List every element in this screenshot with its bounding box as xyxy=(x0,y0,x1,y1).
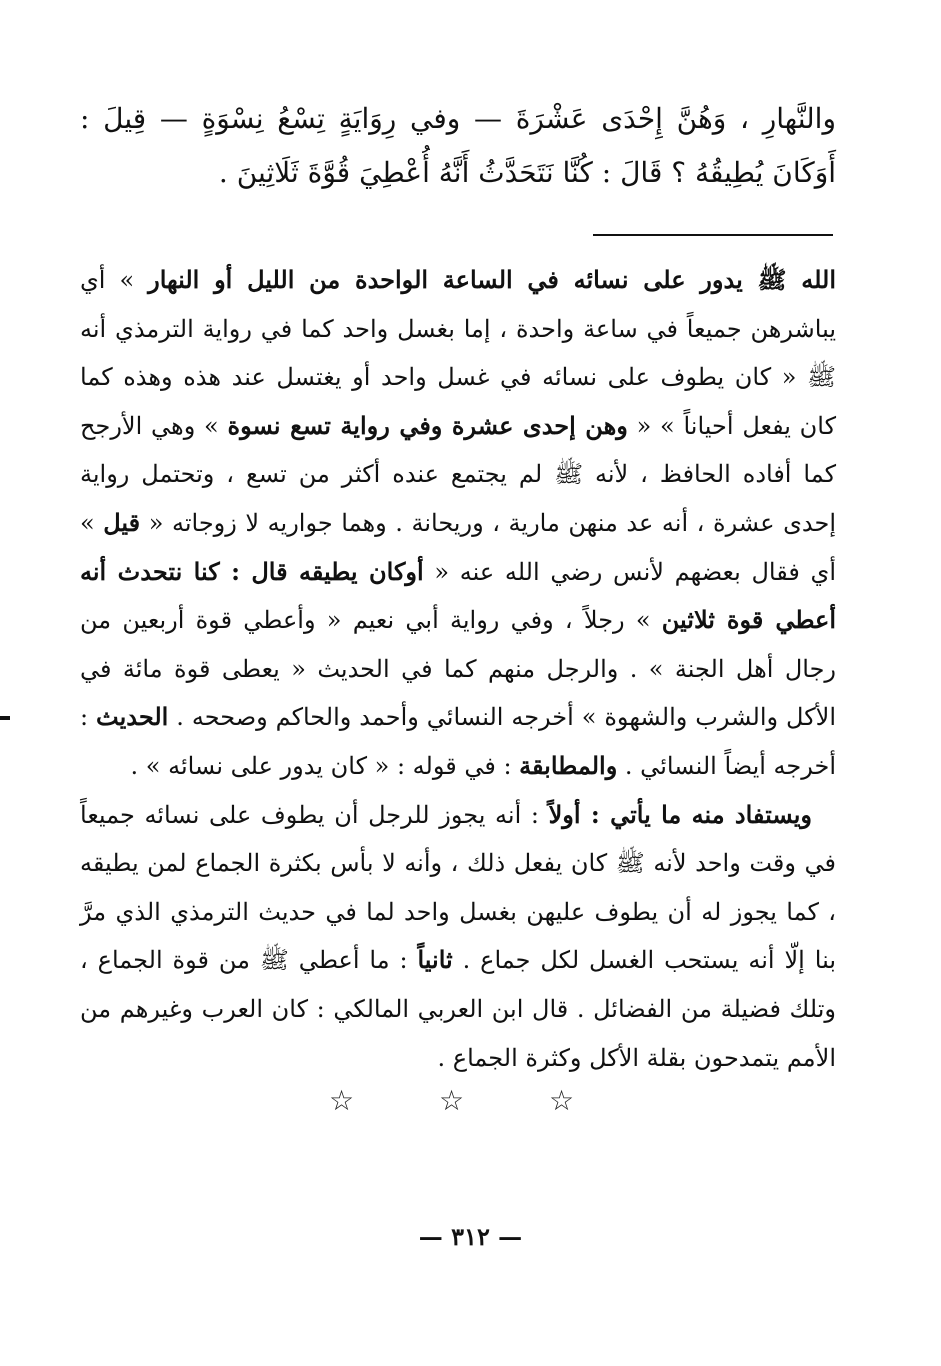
commentary-bold-span: الحديث xyxy=(96,702,169,732)
commentary-span: » أي فقال بعضهم لأنس رضي الله عنه « xyxy=(80,508,836,586)
commentary-span: : أنه يجوز للرجل أن يطوف على نسائه جميعاً في وقت واحد لأنه ﷺ كان يفعل ذلك ، وأنه لا بأس بكثرة الجماع لمن يطيقه ، كما يجوز له أن يطوف عليهن بغسل واحد لما في حديث الترمذي الذي مرَّ بنا إلّا أنه يستحب الغسل لكل جماع . xyxy=(80,800,836,975)
page-number: — ٣١٢ — xyxy=(418,1222,523,1251)
commentary-bold-span: والمطابقة xyxy=(519,750,618,780)
commentary-bold-span: وهن إحدى عشرة وفي رواية تسع نسوة xyxy=(227,410,628,440)
commentary-span: » رجلاً ، وفي رواية أبي نعيم « وأعطي قوة أربعين من رجال أهل الجنة » . والرجل منهم كما في الحديث « يعطى قوة مائة في الأكل والشرب والشهوة » أخرجه النسائي وأحمد والحاكم وصححه . xyxy=(80,606,836,732)
commentary-paragraph-2 xyxy=(80,791,836,1083)
commentary-bold-span: أوكان يطيقه قال : كنا نتحدث أنه أعطي قوة ثلاثين xyxy=(80,556,836,635)
commentary-paragraph-1 xyxy=(80,256,836,791)
commentary-bold-span: ثانياً xyxy=(417,945,453,975)
separator-rule xyxy=(593,234,833,236)
star-ornament: ☆ ☆ ☆ xyxy=(328,1084,613,1117)
hadith-text: والنَّهارِ ، وَهُنَّ إِحْدَى عَشْرَةَ — وفي رِوَايَةٍ تِسْعُ نِسْوَةٍ — قِيلَ : أَوَكَانَ يُطِيقُهُ ؟ قَالَ : كُنَّا نَتَحَدَّثُ أَنَّهُ أُعْطِيَ قُوَّةَ ثَلَاثِينَ . xyxy=(80,102,836,189)
commentary-span: : أخرجه أيضاً النسائي . xyxy=(80,703,836,780)
commentary-span: » وهي الأرجح كما أفاده الحافظ ، لأنه ﷺ لم يجتمع عنده أكثر من تسع ، وتحتمل رواية إحدى عشرة ، أنه عد منهن مارية ، وريحانة . وهما جواريه لا زوجاته « xyxy=(80,411,836,537)
commentary-block xyxy=(80,256,836,1082)
commentary-span: : ما أعطي ﷺ من قوة الجماع ، وتلك فضيلة من الفضائل . قال ابن العربي المالكي : كان العرب وغيرهم من الأمم يتمدحون بقلة الأكل وكثرة الجماع . xyxy=(80,946,836,1072)
commentary-bold-span: قيل xyxy=(103,507,141,537)
commentary-span: : في قوله : « كان يدور على نسائه » . xyxy=(130,751,520,780)
scan-edge-mark xyxy=(0,716,10,720)
commentary-span: » أي يباشرهن جميعاً في ساعة واحدة ، إما بغسل واحد كما في رواية الترمذي أنه ﷺ « كان يطوف على نسائه في غسل واحد أو يغتسل عند هذه وهذه كما كان يفعل أحياناً » « xyxy=(80,266,837,440)
commentary-bold-span: ويستفاد منه ما يأتي : أولاً xyxy=(548,799,812,829)
commentary-bold-span: الله ﷺ يدور على نسائه في الساعة الواحدة من الليل أو النهار xyxy=(148,265,836,294)
